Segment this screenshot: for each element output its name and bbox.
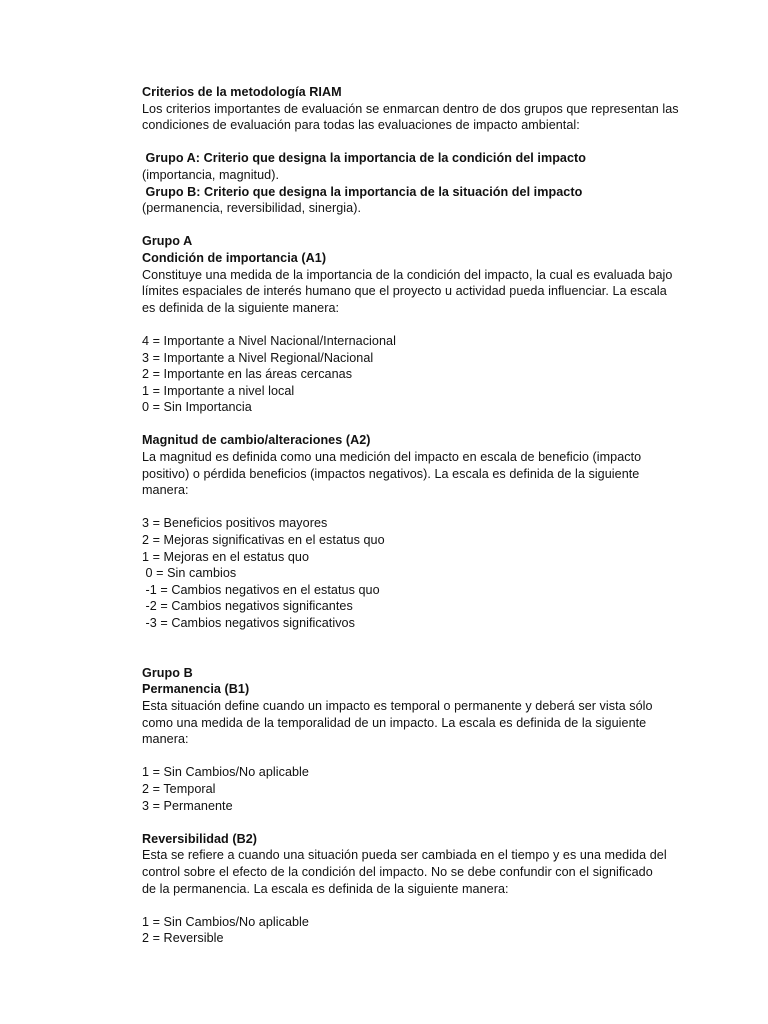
a2-scale-item: 0 = Sin cambios [142, 566, 237, 581]
spacer [142, 217, 742, 234]
spacer [142, 416, 742, 433]
a1-scale-item: 0 = Sin Importancia [142, 400, 252, 415]
a1-scale-item: 2 = Importante en las áreas cercanas [142, 367, 353, 382]
b2-description-line: de la permanencia. La escala es definida de la siguiente manera: [142, 881, 509, 896]
a2-description-line: positivo) o pérdida beneficios (impactos negativos). La escala es definida de la siguiente [142, 466, 640, 481]
a1-heading: Condición de importancia (A1) [142, 250, 327, 265]
group-a-criterion-detail: (importancia, magnitud). [142, 167, 279, 182]
a2-scale-item: -2 = Cambios negativos significantes [142, 599, 353, 614]
spacer [142, 748, 742, 765]
group-b-criterion-heading: Grupo B: Criterio que designa la importancia de la situación del impacto [142, 184, 583, 199]
section-b-title: Grupo B [142, 665, 193, 680]
spacer [142, 134, 742, 151]
b2-heading: Reversibilidad (B2) [142, 831, 258, 846]
a2-scale-item: 3 = Beneficios positivos mayores [142, 516, 328, 531]
intro-line-2: condiciones de evaluación para todas las evaluaciones de impacto ambiental: [142, 118, 580, 133]
spacer [142, 632, 742, 665]
b2-description-line: control sobre el efecto de la condición del impacto. No se debe confundir con el significado [142, 864, 653, 879]
group-b-criterion-detail: (permanencia, reversibilidad, sinergia). [142, 201, 361, 216]
b1-heading: Permanencia (B1) [142, 682, 250, 697]
b2-scale-item: 2 = Reversible [142, 931, 224, 946]
a2-description-line: manera: [142, 483, 189, 498]
a1-description-line: Constituye una medida de la importancia de la condición del impacto, la cual es evaluada bajo [142, 267, 673, 282]
group-a-criterion-heading: Grupo A: Criterio que designa la importancia de la condición del impacto [142, 151, 587, 166]
b1-scale-item: 2 = Temporal [142, 781, 216, 796]
a1-scale-item: 4 = Importante a Nivel Nacional/Internacional [142, 333, 396, 348]
a2-scale-item: 2 = Mejoras significativas en el estatus quo [142, 533, 385, 548]
document-page [142, 84, 742, 947]
b1-description-line: como una medida de la temporalidad de un impacto. La escala es definida de la siguiente [142, 715, 647, 730]
b2-scale-item: 1 = Sin Cambios/No aplicable [142, 914, 309, 929]
spacer [142, 814, 742, 831]
document-title: Criterios de la metodología RIAM [142, 85, 342, 99]
spacer [142, 316, 742, 333]
a1-scale-item: 3 = Importante a Nivel Regional/Nacional [142, 350, 374, 365]
spacer [142, 499, 742, 516]
a2-description-line: La magnitud es definida como una medición del impacto en escala de beneficio (impacto [142, 450, 642, 465]
a2-scale-item: -3 = Cambios negativos significativos [142, 616, 355, 630]
b1-scale-item: 1 = Sin Cambios/No aplicable [142, 765, 309, 780]
a2-heading: Magnitud de cambio/alteraciones (A2) [142, 433, 371, 448]
a1-scale-item: 1 = Importante a nivel local [142, 383, 295, 398]
a1-description-line: es definida de la siguiente manera: [142, 300, 340, 315]
a1-description-line: límites espaciales de interés humano que el proyecto u actividad pueda influenciar. La escala [142, 284, 667, 299]
intro-line-1: Los criterios importantes de evaluación se enmarcan dentro de dos grupos que representan las [142, 101, 679, 116]
a2-scale-item: -1 = Cambios negativos en el estatus quo [142, 582, 380, 597]
b1-scale-item: 3 = Permanente [142, 798, 233, 813]
b1-description-line: Esta situación define cuando un impacto es temporal o permanente y deberá ser vista sólo [142, 698, 653, 713]
spacer [142, 897, 742, 914]
a2-scale-item: 1 = Mejoras en el estatus quo [142, 549, 310, 564]
b2-description-line: Esta se refiere a cuando una situación pueda ser cambiada en el tiempo y es una medida del [142, 848, 667, 863]
b1-description-line: manera: [142, 732, 189, 747]
section-a-title: Grupo A [142, 234, 193, 249]
